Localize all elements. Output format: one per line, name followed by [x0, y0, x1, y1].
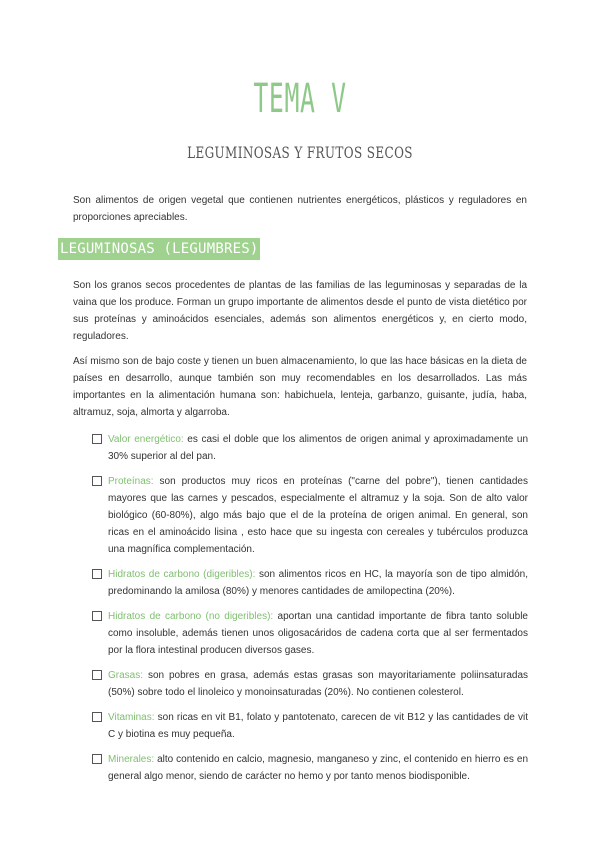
item-term: Hidratos de carbono (digeribles):: [108, 569, 256, 580]
item-term: Hidratos de carbono (no digeribles):: [108, 611, 274, 622]
item-term: Vitaminas:: [108, 712, 155, 723]
list-item: [92, 667, 528, 701]
section-heading: LEGUMINOSAS (LEGUMBRES): [58, 238, 260, 260]
item-text: alto contenido en calcio, magnesio, manganeso y zinc, el contenido en hierro es en general algo menor, siendo de carácter no hemo y por tanto menos biodisponible.: [108, 754, 528, 782]
checkbox-icon: [92, 754, 102, 764]
item-text: son productos muy ricos en proteínas ("carne del pobre"), tienen cantidades mayores que las carnes y pescados, especialmente el altramuz y la soja. Son de alto valor biológico (60-80%), algo más bajo que el de la proteína de origen animal. En general, son ricas en el aminoácido lisina , esto hace que su ingesta con cereales y tubérculos produzca una magnífica complementación.: [108, 476, 528, 555]
intro-paragraph: Son alimentos de origen vegetal que contienen nutrientes energéticos, plásticos y reguladores en proporciones apreciables.: [73, 195, 527, 223]
list-item: [92, 431, 528, 465]
item-term: Grasas:: [108, 670, 144, 681]
item-term: Proteínas:: [108, 476, 154, 487]
checkbox-icon: [92, 569, 102, 579]
list-item: [92, 751, 528, 785]
list-item: [92, 473, 528, 558]
checkbox-icon: [92, 670, 102, 680]
list-item: [92, 566, 528, 600]
item-term: Valor energético:: [108, 434, 184, 445]
checkbox-icon: [92, 712, 102, 722]
list-item: [92, 709, 528, 743]
checkbox-icon: [92, 434, 102, 444]
item-text: son ricas en vit B1, folato y pantotenato, carecen de vit B12 y las cantidades de vit C y biotina es muy pequeña.: [108, 712, 528, 740]
item-term: Minerales:: [108, 754, 155, 765]
checkbox-icon: [92, 611, 102, 621]
item-text: son pobres en grasa, además estas grasas son mayoritariamente poliinsaturadas (50%) sobre todo el linoleico y monoinsaturadas (20%). No contienen colesterol.: [108, 670, 528, 698]
list-item: [92, 608, 528, 659]
checkbox-icon: [92, 476, 102, 486]
page-subtitle: LEGUMINOSAS Y FRUTOS SECOS: [187, 143, 413, 162]
item-text: es casi el doble que los alimentos de origen animal y aproximadamente un 30% superior al del pan.: [108, 434, 529, 462]
item-text: aportan una cantidad importante de fibra tanto soluble como insoluble, además tienen unos oligosacáridos de cadena corta que al ser fermentados por la flora intestinal producen diversos gases.: [108, 611, 528, 656]
page-title: TEMA V: [253, 76, 347, 122]
item-text: son alimentos ricos en HC, la mayoría son de tipo almidón, predominando la amilosa (80%) y menores cantidades de amilopectina (20%).: [108, 569, 529, 597]
section-paragraph-2: Así mismo son de bajo coste y tienen un buen almacenamiento, lo que las hace básicas en la dieta de países en desarrollo, aunque también son muy recomendables en los desarrollados. Las más importantes en la alimentación humana son: habichuela, lenteja, garbanzo, guisante, judía, haba, altramuz, soja, almorta y algarroba.: [73, 356, 527, 418]
section-paragraph-1: Son los granos secos procedentes de plantas de las familias de las leguminosas y separadas de la vaina que los produce. Forman un grupo importante de alimentos desde el punto de vista dietético por sus proteínas y aminoácidos esenciales, además son alimentos energéticos y, en cierto modo, reguladores.: [73, 280, 527, 342]
